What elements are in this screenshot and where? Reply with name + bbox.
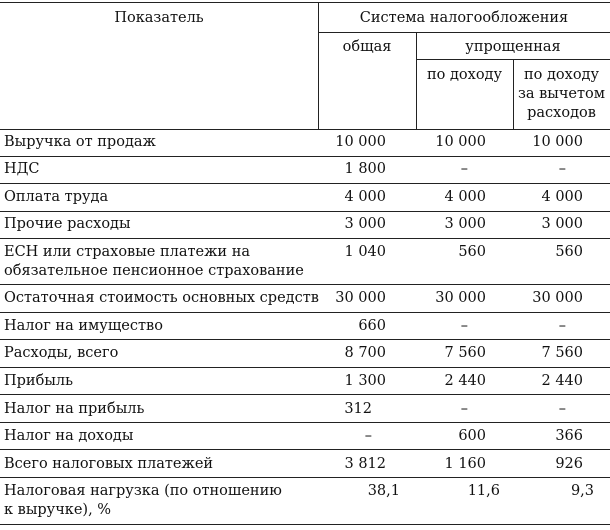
header-by-income: по доходу	[426, 67, 503, 83]
row-label: Налог на прибыль	[4, 401, 145, 417]
cell-general: 660	[358, 318, 386, 334]
row-label: ЕСН или страховые платежи на	[4, 244, 250, 260]
cell-general: 3 812	[344, 456, 386, 472]
header-simplified: упрощенная	[465, 39, 561, 55]
cell-general: 1 300	[344, 373, 386, 389]
rule-row	[0, 367, 610, 368]
header-general: общая	[342, 39, 392, 55]
cell-income-minus: 926	[555, 456, 583, 472]
cell-general: 4 000	[344, 189, 386, 205]
rule-row	[0, 422, 610, 423]
row-label: Оплата труда	[4, 189, 109, 205]
rule-row	[0, 156, 610, 157]
cell-income: 2 440	[444, 373, 486, 389]
cell-general: 8 700	[344, 345, 386, 361]
rule-under-tax-system	[318, 32, 610, 33]
header-by-income-minus-2: за вычетом	[517, 86, 606, 102]
header-indicator: Показатель	[114, 10, 204, 26]
cell-income: –	[460, 318, 468, 334]
rule-row	[0, 312, 610, 313]
cell-income: 11,6	[467, 483, 500, 499]
cell-income-minus: 9,3	[570, 483, 594, 499]
row-label: Налог на доходы	[4, 428, 134, 444]
cell-income-minus: 2 440	[541, 373, 583, 389]
cell-income-minus: 10 000	[532, 134, 583, 150]
rule-row	[0, 394, 610, 395]
row-label: Выручка от продаж	[4, 134, 156, 150]
row-label: Всего налоговых платежей	[4, 456, 214, 472]
rule-header-bottom	[0, 129, 610, 130]
row-label: Остаточная стоимость основных средств	[4, 290, 319, 306]
header-tax-system: Система налогообложения	[359, 10, 569, 26]
cell-income: 4 000	[444, 189, 486, 205]
cell-income-minus: 4 000	[541, 189, 583, 205]
rule-row	[0, 477, 610, 478]
cell-income: 30 000	[435, 290, 486, 306]
rule-row	[0, 284, 610, 285]
cell-income-minus: –	[558, 161, 566, 177]
cell-income-minus: 366	[555, 428, 583, 444]
row-label: НДС	[4, 161, 40, 177]
cell-income: –	[460, 401, 468, 417]
cell-income-minus: 560	[555, 244, 583, 260]
cell-income: 560	[458, 244, 486, 260]
row-label: Расходы, всего	[4, 345, 119, 361]
rule-bottom	[0, 524, 610, 525]
row-label: к выручке), %	[4, 502, 112, 518]
cell-general: 1 040	[344, 244, 386, 260]
cell-income: 600	[458, 428, 486, 444]
cell-general: 10 000	[335, 134, 386, 150]
rule-top	[0, 2, 610, 3]
cell-income-minus: 7 560	[541, 345, 583, 361]
cell-income: 1 160	[444, 456, 486, 472]
row-label: Налоговая нагрузка (по отношению	[4, 483, 282, 499]
rule-row	[0, 183, 610, 184]
cell-income: 7 560	[444, 345, 486, 361]
cell-income-minus: 30 000	[532, 290, 583, 306]
cell-general: 312	[344, 401, 372, 417]
cell-general: 1 800	[344, 161, 386, 177]
rule-row	[0, 211, 610, 212]
rule-row	[0, 339, 610, 340]
cell-general: 38,1	[367, 483, 400, 499]
row-label: обязательное пенсионное страхование	[4, 263, 304, 279]
rule-row	[0, 449, 610, 450]
cell-income-minus: –	[558, 401, 566, 417]
cell-income-minus: –	[558, 318, 566, 334]
cell-income: 10 000	[435, 134, 486, 150]
cell-income: 3 000	[444, 216, 486, 232]
cell-income-minus: 3 000	[541, 216, 583, 232]
rule-row	[0, 238, 610, 239]
cell-general: 30 000	[335, 290, 386, 306]
row-label: Налог на имущество	[4, 318, 163, 334]
header-by-income-minus-3: расходов	[527, 105, 596, 121]
row-label: Прибыль	[4, 373, 73, 389]
cell-income: –	[460, 161, 468, 177]
header-by-income-minus-1: по доходу	[523, 67, 600, 83]
cell-general: 3 000	[344, 216, 386, 232]
cell-general: –	[364, 428, 372, 444]
row-label: Прочие расходы	[4, 216, 131, 232]
